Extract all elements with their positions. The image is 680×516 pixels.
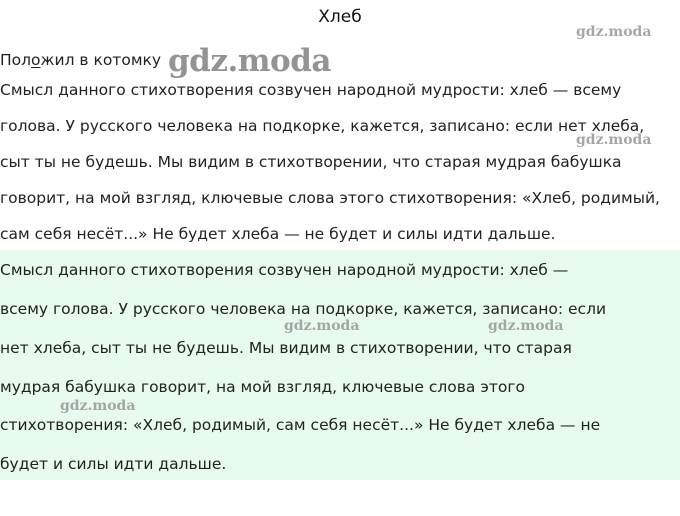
- answer-line: нет хлеба, сыт ты не будешь. Мы видим в стихотворении, что старая: [0, 339, 572, 357]
- poem-first-line: [0, 50, 161, 70]
- watermark: gdz.moda: [284, 318, 360, 334]
- watermark-large: gdz.moda: [168, 43, 331, 79]
- first-line-end: жил в котомку: [40, 51, 162, 69]
- answer-line: всему голова. У русского человека на подкорке, кажется, записано: если: [0, 300, 607, 318]
- paragraph-line: Смысл данного стихотворения созвучен народной мудрости: хлеб — всему: [0, 81, 622, 99]
- paragraph-line: сыт ты не будешь. Мы видим в стихотворении, что старая мудрая бабушка: [0, 153, 622, 171]
- paragraph-line: говорит, на мой взгляд, ключевые слова этого стихотворения: «Хлеб, родимый,: [0, 189, 660, 207]
- watermark: gdz.moda: [488, 318, 564, 334]
- paragraph-line: сам себя несёт...» Не будет хлеба — не будет и силы идти дальше.: [0, 225, 556, 243]
- answer-line: мудрая бабушка говорит, на мой взгляд, ключевые слова этого: [0, 378, 525, 396]
- page-title: Хлеб: [318, 7, 362, 27]
- watermark: gdz.moda: [576, 132, 652, 148]
- first-line-start: Пол: [0, 51, 32, 69]
- answer-line: стихотворения: «Хлеб, родимый, сам себя несёт...» Не будет хлеба — не: [0, 416, 601, 434]
- answer-line: Смысл данного стихотворения созвучен народной мудрости: хлеб —: [0, 261, 569, 279]
- watermark: gdz.moda: [576, 24, 652, 40]
- watermark: gdz.moda: [60, 398, 136, 414]
- paragraph-line: голова. У русского человека на подкорке, кажется, записано: если нет хлеба,: [0, 117, 645, 135]
- answer-block: [0, 250, 680, 480]
- first-line-underlined-letter: о: [31, 51, 41, 69]
- answer-line: будет и силы идти дальше.: [0, 455, 227, 473]
